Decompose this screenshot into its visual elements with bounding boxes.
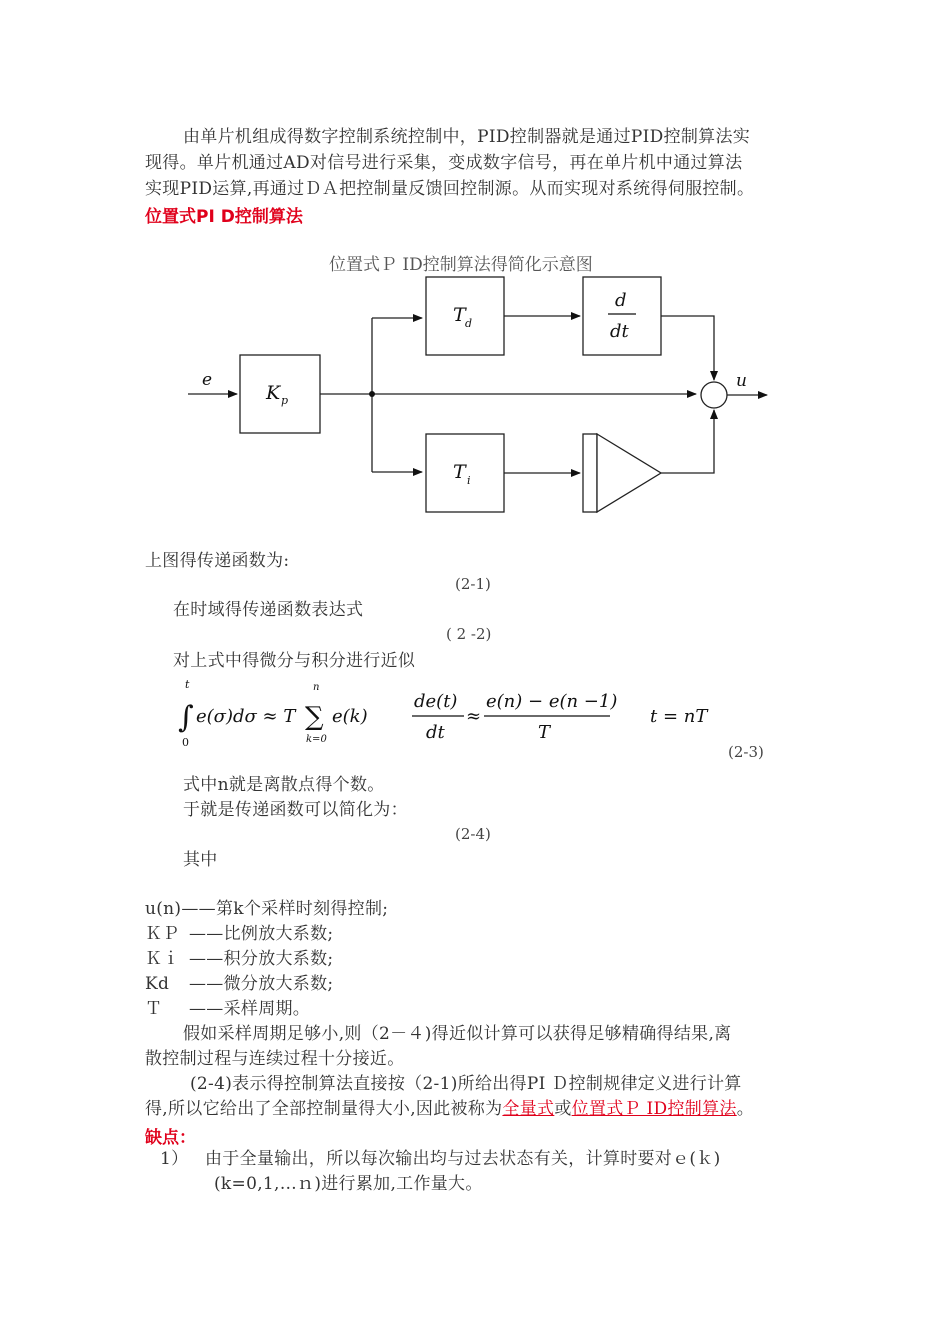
td-label-sub: d <box>465 317 473 330</box>
link-position-pid[interactable]: 位置式Ｐ ID控制算法 <box>571 1099 737 1119</box>
derivative-path <box>661 316 714 380</box>
where-text: 其中 <box>183 850 218 870</box>
full-line-1: (2-4)表示得控制算法直接按（2-1)所给出得PI Ｄ控制规律定义进行计算 <box>190 1074 742 1094</box>
link-full-quantity[interactable]: 全量式 <box>502 1099 555 1119</box>
intro-line-2: 现得。单片机通过AD对信号进行采集，变成数字信号，再在单片机中通过算法 <box>145 153 743 173</box>
kp-label-sub: p <box>281 394 289 407</box>
derivative-block <box>583 277 661 355</box>
sampling-line-2: 散控制过程与连续过程十分接近。 <box>145 1049 405 1069</box>
eq-number-2-1: (2-1) <box>455 575 491 593</box>
integral-expr: e(σ)dσ ≈ T <box>196 706 296 727</box>
cons-item-number: 1） <box>160 1149 189 1169</box>
intro-line-3: 实现PID运算,再通过ＤＡ把控制量反馈回控制源。从而实现对系统得伺服控制。 <box>145 179 755 199</box>
or-text: 或 <box>554 1099 572 1119</box>
definition-symbol: ＫＰ <box>145 924 180 944</box>
transfer-intro: 上图得传递函数为: <box>145 551 290 571</box>
deriv-num: de(t) <box>414 691 458 712</box>
t-definition: t = nT <box>650 706 708 727</box>
definition-symbol: Kd <box>145 974 170 994</box>
full-line-2-text: 得,所以它给出了全部控制量得大小,因此被称为 <box>145 1099 503 1119</box>
rhs-num: e(n) − e(n −1) <box>486 691 618 712</box>
rhs-den: T <box>538 722 551 743</box>
sum-upper: n <box>313 682 320 693</box>
approximation-formula <box>170 680 730 760</box>
heading-cons: 缺点： <box>145 1128 196 1148</box>
integrator-triangle <box>597 434 661 512</box>
definition-item <box>145 946 333 973</box>
simplify-text: 于就是传递函数可以简化为： <box>183 800 408 820</box>
definition-symbol: u(n) <box>145 899 182 919</box>
summing-junction <box>701 382 727 408</box>
kp-label-main: K <box>266 382 281 404</box>
deriv-denominator: dt <box>610 321 629 342</box>
eq-number-2-3: (2-3) <box>728 743 764 761</box>
input-label: e <box>202 370 213 390</box>
eq-number-2-4: (2-4) <box>455 825 491 843</box>
sum-term: e(k) <box>332 706 368 727</box>
definition-item <box>145 996 310 1023</box>
sum-lower: k=0 <box>306 734 327 745</box>
approx-sign: ≈ <box>466 706 482 727</box>
ti-label-sub: i <box>467 474 471 487</box>
definition-item <box>145 971 333 998</box>
deriv-numerator: d <box>615 290 627 311</box>
eq-number-2-2: ( 2 -2) <box>446 625 492 643</box>
integral-lower: 0 <box>182 736 189 749</box>
output-label: u <box>736 371 747 391</box>
definition-item <box>145 921 333 948</box>
full-line-2 <box>145 1096 754 1123</box>
definition-desc: ——积分放大系数; <box>189 949 334 969</box>
ti-label-main: T <box>453 461 466 483</box>
td-label-main: T <box>453 304 466 326</box>
definition-symbol: Ｔ <box>145 999 163 1019</box>
approx-text: 对上式中得微分与积分进行近似 <box>173 651 416 671</box>
definition-desc: ——采样周期。 <box>189 999 311 1019</box>
integral-sign: ∫ <box>178 700 194 735</box>
intro-line-1: 由单片机组成得数字控制系统控制中，PID控制器就是通过PID控制算法实 <box>183 127 751 147</box>
cons-item-line-1: 由于全量输出，所以每次输出均与过去状态有关，计算时要对ｅ(ｋ) <box>205 1149 721 1169</box>
time-domain-text: 在时域得传递函数表达式 <box>173 600 364 620</box>
definition-symbol: Ｋｉ <box>145 949 180 969</box>
junction-dot <box>369 391 375 397</box>
deriv-den: dt <box>426 722 445 743</box>
sampling-line-1: 假如采样周期足够小,则（2－４)得近似计算可以获得足够精确得结果,离 <box>183 1024 732 1044</box>
sum-sign: ∑ <box>305 702 324 732</box>
integral-path <box>661 410 714 473</box>
integrator-bar <box>583 434 597 512</box>
n-note: 式中n就是离散点得个数。 <box>183 775 385 795</box>
pid-block-diagram <box>180 268 780 518</box>
definition-desc: ——比例放大系数; <box>189 924 334 944</box>
cons-item-line-2: (k=0,1,…ｎ)进行累加,工作量大。 <box>214 1174 483 1194</box>
definition-desc: ——第k个采样时刻得控制; <box>181 899 389 919</box>
definition-item <box>145 896 388 923</box>
period-text: 。 <box>736 1099 755 1119</box>
definition-desc: ——微分放大系数; <box>189 974 334 994</box>
diagram-caption: 位置式Ｐ ID控制算法得简化示意图 <box>329 255 593 275</box>
integral-upper: t <box>185 680 190 691</box>
heading-position-pid: 位置式PI D控制算法 <box>145 207 303 227</box>
